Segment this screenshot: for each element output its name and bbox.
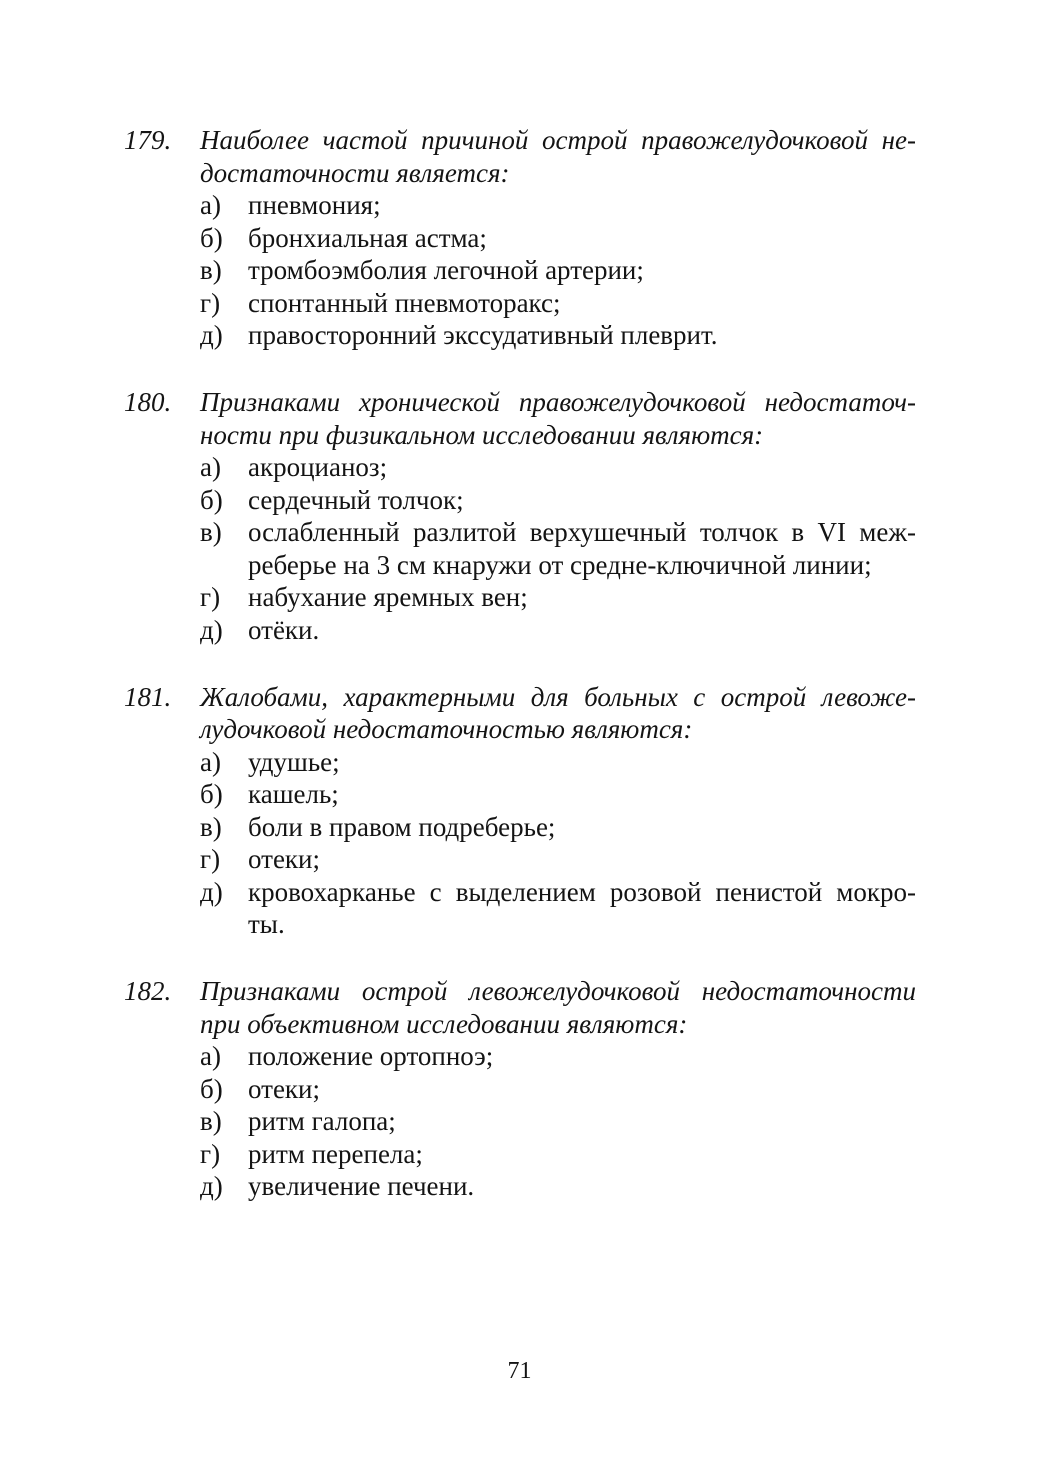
answer-option-v (124, 811, 916, 844)
question-text-line: достаточности является: (200, 157, 510, 188)
answer-options (124, 189, 916, 352)
option-text (248, 843, 916, 876)
option-letter: г) (200, 1138, 221, 1169)
option-text-line: бронхиальная астма; (248, 222, 487, 253)
question-text-line: Жалобами, характерными для больных с острой левоже- (200, 681, 916, 712)
question-stem (124, 681, 916, 746)
option-text-line: ритм галопа; (248, 1106, 396, 1136)
question-number: 179. (124, 125, 172, 155)
option-text-line: ослабленный разлитой верхушечный толчок в VI меж- (248, 517, 916, 547)
option-text (248, 581, 916, 614)
option-text-line: удушье; (248, 746, 340, 777)
option-text (248, 516, 916, 581)
answer-option-g (124, 1138, 916, 1171)
option-text-line: правосторонний экссудативный плеврит. (248, 320, 718, 350)
option-text (248, 876, 916, 941)
answer-option-d (124, 319, 916, 352)
question-text (200, 681, 916, 746)
option-text-line: набухание яремных вен; (248, 582, 528, 612)
option-text (248, 451, 916, 484)
option-text (248, 222, 916, 255)
option-text (248, 614, 916, 647)
option-text (248, 1105, 916, 1138)
option-text (248, 1073, 916, 1106)
option-text-line: увеличение печени. (248, 1171, 475, 1201)
option-text-line: боли в правом подреберье; (248, 811, 556, 842)
option-text (248, 254, 916, 287)
option-text (248, 484, 916, 517)
answer-option-a (124, 451, 916, 484)
option-text (248, 778, 916, 811)
option-text (248, 189, 916, 222)
option-text-line: пневмония; (248, 190, 381, 220)
option-text-line: отеки; (248, 844, 320, 874)
option-text (248, 1138, 916, 1171)
option-letter: д) (200, 320, 223, 350)
option-text-line: кровохарканье с выделением розовой пенистой мокро- (248, 876, 916, 907)
option-letter: а) (200, 190, 221, 220)
question-text-line: ности при физикальном исследовании являются: (200, 419, 764, 450)
answer-option-d (124, 1170, 916, 1203)
question-number: 181. (124, 681, 172, 712)
option-text-line: тромбоэмболия легочной артерии; (248, 255, 644, 285)
option-text (248, 287, 916, 320)
question-179 (124, 124, 916, 352)
option-letter: а) (200, 746, 221, 777)
option-letter: б) (200, 222, 223, 253)
answer-options (124, 746, 916, 941)
question-text-line: Признаками хронической правожелудочковой недостаточ- (200, 387, 916, 417)
option-text (248, 1040, 916, 1073)
answer-option-g (124, 287, 916, 320)
answer-option-d (124, 614, 916, 647)
question-text-line: при объективном исследовании являются: (200, 1008, 688, 1039)
option-text-line: положение ортопноэ; (248, 1041, 494, 1071)
option-letter: в) (200, 255, 222, 285)
option-letter: а) (200, 452, 221, 482)
question-stem (124, 124, 916, 189)
option-letter: г) (200, 287, 221, 318)
option-text-line: сердечный толчок; (248, 484, 464, 515)
answer-option-b (124, 484, 916, 517)
page-content (124, 124, 916, 1237)
option-text (248, 811, 916, 844)
page-number: 71 (507, 1358, 532, 1384)
option-text-line: спонтанный пневмоторакс; (248, 287, 561, 318)
question-182 (124, 975, 916, 1203)
option-text-line: отеки; (248, 1073, 320, 1104)
option-text-line: кашель; (248, 779, 339, 809)
option-letter: в) (200, 811, 222, 842)
option-letter: д) (200, 876, 223, 907)
option-letter: д) (200, 1171, 223, 1201)
answer-option-a (124, 189, 916, 222)
option-letter: а) (200, 1041, 221, 1071)
option-text-line: ты. (248, 909, 285, 939)
option-letter: б) (200, 484, 223, 515)
option-text (248, 319, 916, 352)
answer-option-a (124, 1040, 916, 1073)
question-text-line: лудочковой недостаточностью являются: (200, 714, 693, 744)
question-number: 180. (124, 387, 172, 417)
answer-option-d (124, 876, 916, 941)
option-text-line: акроцианоз; (248, 452, 388, 482)
question-text (200, 124, 916, 189)
answer-option-a (124, 746, 916, 779)
answer-option-v (124, 254, 916, 287)
option-letter: г) (200, 582, 221, 612)
option-letter: д) (200, 614, 223, 645)
answer-option-b (124, 222, 916, 255)
question-text (200, 975, 916, 1040)
option-text-line: отёки. (248, 614, 320, 645)
question-stem (124, 975, 916, 1040)
answer-option-b (124, 778, 916, 811)
question-text-line: Признаками острой левожелудочковой недостаточности (200, 976, 916, 1006)
answer-option-g (124, 843, 916, 876)
question-text (200, 386, 916, 451)
option-letter: б) (200, 1073, 223, 1104)
answer-options (124, 451, 916, 646)
question-stem (124, 386, 916, 451)
option-text-line: реберье на 3 см кнаружи от средне-ключичной линии; (248, 549, 872, 580)
option-text-line: ритм перепела; (248, 1138, 423, 1169)
question-number: 182. (124, 976, 172, 1006)
answer-option-b (124, 1073, 916, 1106)
option-letter: б) (200, 779, 223, 809)
answer-options (124, 1040, 916, 1203)
question-text-line: Наиболее частой причиной острой правожелудочковой не- (200, 125, 916, 155)
question-181 (124, 681, 916, 941)
answer-option-g (124, 581, 916, 614)
answer-option-v (124, 1105, 916, 1138)
question-180 (124, 386, 916, 646)
option-text (248, 746, 916, 779)
option-text (248, 1170, 916, 1203)
option-letter: г) (200, 844, 221, 874)
option-letter: в) (200, 1106, 222, 1136)
answer-option-v (124, 516, 916, 581)
option-letter: в) (200, 517, 222, 547)
